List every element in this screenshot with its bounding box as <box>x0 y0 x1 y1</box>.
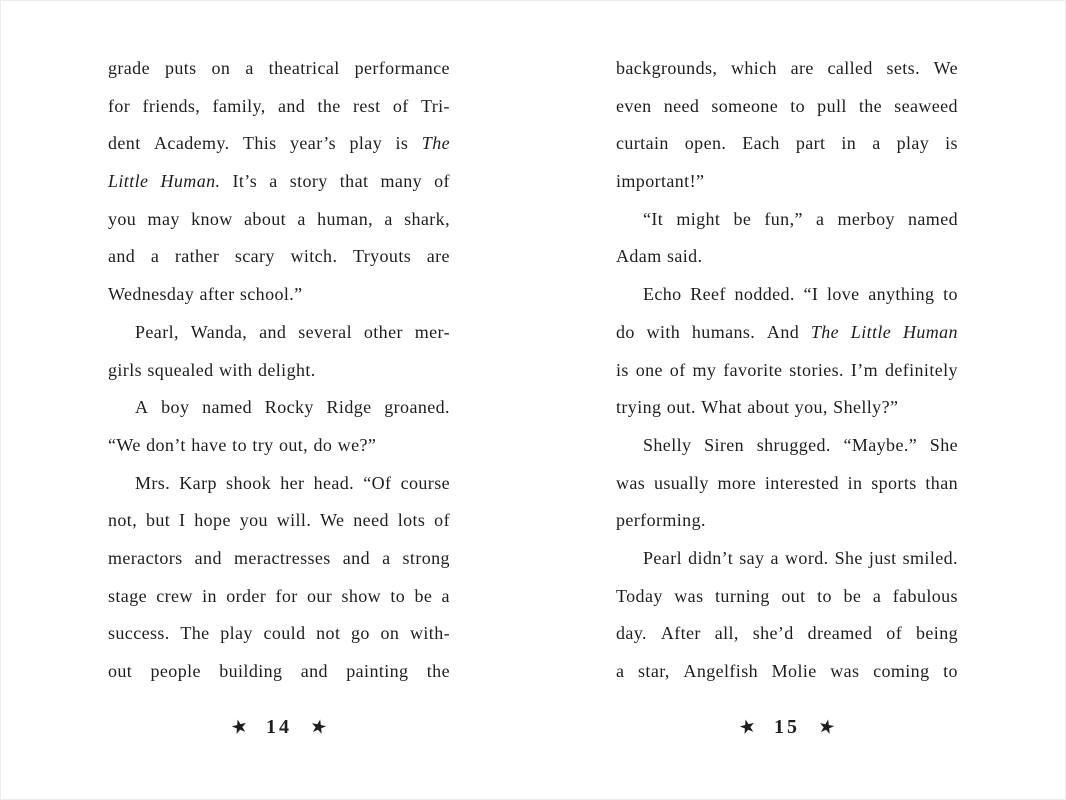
word: a <box>150 246 160 267</box>
word: but <box>145 510 171 531</box>
word: She <box>929 434 958 455</box>
word: have <box>191 434 227 455</box>
word: to <box>943 661 958 681</box>
word: more <box>717 472 757 493</box>
text-line <box>616 427 958 465</box>
word: could <box>263 623 306 644</box>
word: is <box>616 359 629 380</box>
word: building <box>219 661 283 681</box>
word: out, <box>278 434 309 455</box>
word: The <box>180 623 210 644</box>
word: a <box>815 208 825 229</box>
word: in <box>841 133 857 154</box>
word: Pearl, <box>135 321 179 342</box>
word: named <box>908 208 958 229</box>
word: out <box>108 661 133 681</box>
word: not, <box>108 510 138 531</box>
word: play <box>896 133 930 154</box>
word: It’s <box>232 171 258 192</box>
word: anything <box>868 284 935 305</box>
word: coming <box>873 661 930 681</box>
word: and <box>342 547 370 568</box>
word: “We <box>108 434 141 455</box>
text-line <box>108 540 450 578</box>
word: Shelly?” <box>833 397 899 418</box>
word: someone <box>711 95 779 116</box>
text-line <box>108 653 450 691</box>
word: Angelfish <box>683 661 759 681</box>
word: Wanda, <box>190 321 248 342</box>
word: play <box>220 623 253 644</box>
word: people <box>150 661 201 681</box>
word: don’t <box>146 434 186 455</box>
word: favorite <box>723 359 783 380</box>
word: stage <box>108 585 147 606</box>
italic-word: The <box>810 321 840 342</box>
word: boy <box>161 397 190 418</box>
text-line <box>616 465 958 503</box>
word: and <box>300 661 328 681</box>
text-line <box>616 238 958 276</box>
word: success. <box>108 623 170 644</box>
word: and <box>194 547 222 568</box>
word: for <box>275 585 298 606</box>
word: that <box>339 171 369 192</box>
word: This <box>242 133 277 154</box>
text-line <box>616 578 958 616</box>
word: is <box>945 133 958 154</box>
word: rest <box>352 95 381 116</box>
word: of <box>669 359 686 380</box>
word: delight. <box>257 359 316 380</box>
word: She <box>834 547 863 568</box>
text-line <box>108 50 450 88</box>
word: shook <box>226 472 272 493</box>
word: Shelly <box>643 434 692 455</box>
word: interested <box>764 472 839 493</box>
word: you, <box>794 397 828 418</box>
word: And <box>766 321 800 342</box>
word: may <box>147 208 180 229</box>
word: curtain <box>616 133 669 154</box>
word: nodded. <box>734 284 795 305</box>
word: important!” <box>616 171 705 192</box>
word: definitely <box>884 359 958 380</box>
word: all, <box>714 623 739 644</box>
word: a <box>297 208 306 229</box>
text-line <box>108 502 450 540</box>
word: meractresses <box>233 547 331 568</box>
word: What <box>701 397 742 418</box>
word: with <box>218 359 253 380</box>
word: one <box>635 359 663 380</box>
page-left <box>108 50 450 691</box>
word: you <box>108 208 137 229</box>
word: not <box>316 623 341 644</box>
word: several <box>298 321 352 342</box>
word: I’m <box>850 359 879 380</box>
word: say <box>739 547 765 568</box>
word: humans. <box>691 321 756 342</box>
word: sets. <box>886 58 920 78</box>
word: rather <box>174 246 220 267</box>
word: After <box>660 623 701 644</box>
word: was <box>616 472 646 493</box>
word: need <box>663 95 700 116</box>
word: my <box>692 359 717 380</box>
text-line <box>616 502 958 540</box>
word: painting <box>346 661 409 681</box>
word: scary <box>234 246 275 267</box>
word: “Of <box>363 472 392 493</box>
word: of <box>434 510 450 531</box>
text-line <box>616 389 958 427</box>
italic-word: Human <box>902 321 958 342</box>
text-line <box>108 352 450 390</box>
word: need <box>353 510 389 531</box>
word: fun,” <box>764 208 803 229</box>
word: you <box>239 510 268 531</box>
word: We <box>933 58 958 78</box>
word: shrugged. <box>756 434 831 455</box>
text-line <box>108 88 450 126</box>
word: show <box>341 585 382 606</box>
word: do <box>313 434 333 455</box>
word: she’d <box>752 623 794 644</box>
word: mer- <box>414 321 450 342</box>
word: might <box>676 208 721 229</box>
page-number: 14 <box>266 716 292 738</box>
word: was <box>674 585 704 606</box>
word: Mrs. <box>135 472 171 493</box>
word: Pearl <box>643 547 682 568</box>
text-line <box>108 125 450 163</box>
word: turning <box>715 585 770 606</box>
word: Reef <box>690 284 726 305</box>
text-line <box>616 201 958 239</box>
word: after <box>199 284 235 305</box>
word: out <box>781 585 806 606</box>
word: the <box>317 95 341 116</box>
word: called <box>827 58 873 78</box>
word: to <box>817 585 832 606</box>
text-line <box>616 276 958 314</box>
word: our <box>306 585 333 606</box>
word: pull <box>817 95 847 116</box>
word: word. <box>785 547 829 568</box>
word: a <box>269 171 278 192</box>
word: even <box>616 95 652 116</box>
star-icon: ★ <box>228 715 251 740</box>
word: a <box>441 585 450 606</box>
word: love <box>826 284 860 305</box>
word: Adam <box>616 246 662 267</box>
word: many <box>380 171 423 192</box>
word: a <box>770 547 779 568</box>
word: is <box>395 133 409 154</box>
word: about <box>244 208 287 229</box>
italic-word: Human. <box>160 171 221 192</box>
word: stories. <box>789 359 844 380</box>
text-line <box>108 314 450 352</box>
text-line <box>616 540 958 578</box>
page-right-lines <box>616 50 958 691</box>
word: Molie <box>771 661 817 681</box>
star-icon: ★ <box>308 715 330 740</box>
word: “Maybe.” <box>843 434 918 455</box>
word: seaweed <box>894 95 958 116</box>
word: be <box>414 585 433 606</box>
word: a <box>872 585 882 606</box>
word: crew <box>156 585 193 606</box>
word: on <box>211 58 231 78</box>
word: are <box>426 246 450 267</box>
word: with <box>646 321 681 342</box>
word: squealed <box>147 359 214 380</box>
word: smiled. <box>902 547 958 568</box>
text-line <box>616 352 958 390</box>
word: of <box>434 171 450 192</box>
word: We <box>320 510 345 531</box>
word: family, <box>212 95 266 116</box>
word: “I <box>803 284 819 305</box>
word: grade <box>108 58 150 78</box>
word: and <box>108 246 136 267</box>
text-line <box>108 201 450 239</box>
text-line <box>108 276 450 314</box>
text-line <box>108 578 450 616</box>
italic-word: Little <box>108 171 149 192</box>
word: year’s <box>290 133 337 154</box>
word: will. <box>276 510 312 531</box>
word: a <box>872 133 881 154</box>
word: witch. <box>290 246 338 267</box>
text-line <box>108 163 450 201</box>
page-footer-right <box>616 716 958 739</box>
word: sports <box>871 472 917 493</box>
word: dent <box>108 133 141 154</box>
word: to <box>390 585 406 606</box>
word: on <box>380 623 400 644</box>
word: didn’t <box>688 547 734 568</box>
word: theatrical <box>268 58 340 78</box>
word: friends, <box>142 95 201 116</box>
word: Tri- <box>421 95 450 116</box>
word: and <box>259 321 287 342</box>
text-line <box>108 615 450 653</box>
word: to <box>943 284 958 305</box>
italic-word: Little <box>850 321 892 342</box>
word: trying <box>616 397 662 418</box>
word: fabulous <box>892 585 958 606</box>
word: go <box>351 623 370 644</box>
word: which <box>730 58 777 78</box>
word: I <box>179 510 186 531</box>
word: was <box>830 661 860 681</box>
word: are <box>790 58 814 78</box>
text-line <box>616 314 958 352</box>
page-footer-left <box>108 716 450 739</box>
word: do <box>616 321 635 342</box>
word: part <box>795 133 826 154</box>
word: of <box>886 623 903 644</box>
word: in <box>847 472 863 493</box>
word: in <box>202 585 217 606</box>
word: to <box>232 434 247 455</box>
word: the <box>426 661 450 681</box>
word: girls <box>108 359 143 380</box>
page-number: 15 <box>774 716 800 738</box>
star-icon: ★ <box>816 715 838 740</box>
word: about <box>747 397 790 418</box>
word: with- <box>410 623 450 644</box>
word: performance <box>354 58 450 78</box>
word: performing. <box>616 510 706 531</box>
italic-word: The <box>421 133 450 154</box>
page-left-lines <box>108 50 450 691</box>
word: human, <box>317 208 374 229</box>
word: dreamed <box>807 623 873 644</box>
word: be <box>843 585 862 606</box>
text-line <box>616 163 958 201</box>
text-line <box>616 615 958 653</box>
word: A <box>135 397 149 418</box>
word: other <box>363 321 403 342</box>
word: groaned. <box>384 397 450 418</box>
word: try <box>252 434 274 455</box>
word: course <box>400 472 450 493</box>
word: of <box>392 95 409 116</box>
word: said. <box>666 246 703 267</box>
word: usually <box>653 472 709 493</box>
word: being <box>916 623 958 644</box>
text-line <box>108 238 450 276</box>
word: the <box>858 95 883 116</box>
text-line <box>108 465 450 503</box>
word: a <box>382 547 391 568</box>
word: Today <box>616 585 663 606</box>
text-line <box>616 50 958 88</box>
word: know <box>191 208 233 229</box>
word: Wednesday <box>108 284 195 305</box>
word: order <box>226 585 267 606</box>
word: to <box>790 95 806 116</box>
word: than <box>925 472 958 493</box>
word: and <box>277 95 306 116</box>
word: Ridge <box>326 397 372 418</box>
word: Tryouts <box>352 246 412 267</box>
word: a <box>384 208 393 229</box>
word: hope <box>194 510 231 531</box>
word: day. <box>616 623 647 644</box>
word: strong <box>402 547 450 568</box>
word: story <box>289 171 328 192</box>
word: Each <box>742 133 780 154</box>
word: out. <box>666 397 696 418</box>
word: for <box>108 95 131 116</box>
word: star, <box>638 661 670 681</box>
word: Echo <box>643 284 682 305</box>
word: head. <box>313 472 355 493</box>
text-line <box>616 125 958 163</box>
word: school.” <box>239 284 303 305</box>
word: just <box>868 547 897 568</box>
word: Karp <box>179 472 217 493</box>
word: Rocky <box>264 397 314 418</box>
text-line <box>108 427 450 465</box>
word: meractors <box>108 547 183 568</box>
word: Siren <box>704 434 745 455</box>
word: lots <box>397 510 426 531</box>
word: backgrounds, <box>616 58 718 78</box>
word: puts <box>164 58 197 78</box>
word: her <box>280 472 305 493</box>
word: merboy <box>837 208 895 229</box>
text-line <box>108 389 450 427</box>
text-line <box>616 88 958 126</box>
star-icon: ★ <box>736 715 759 740</box>
word: a <box>616 661 625 681</box>
word: named <box>202 397 253 418</box>
word: open. <box>684 133 727 154</box>
text-line <box>616 653 958 691</box>
word: shark, <box>404 208 450 229</box>
word: “It <box>643 208 664 229</box>
word: we?” <box>337 434 377 455</box>
word: be <box>733 208 752 229</box>
page-right <box>616 50 958 691</box>
word: Academy. <box>154 133 230 154</box>
word: a <box>245 58 254 78</box>
word: play <box>349 133 383 154</box>
